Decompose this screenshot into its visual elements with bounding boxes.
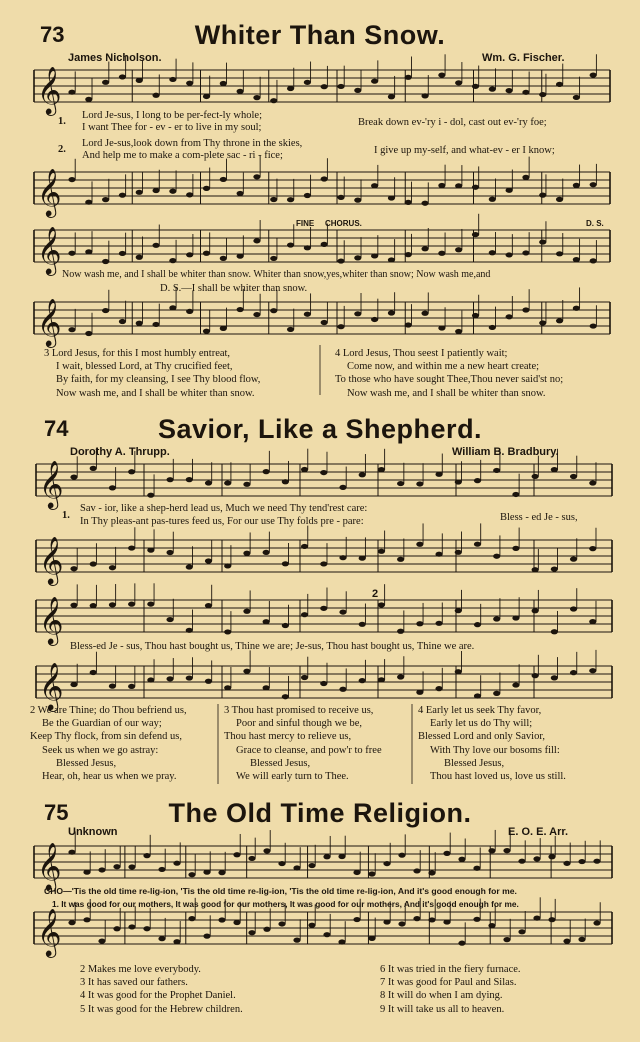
music-staff xyxy=(36,583,612,646)
music-staff xyxy=(36,523,612,586)
hymn-composer: William B. Bradbury. xyxy=(452,446,559,458)
stanza-4: 4 Early let us seek Thy favor, Early let us do Thy will; Blessed Lord and only Savior, With Thy love our bosoms fill: Blessed Jesus, Thou hast loved us, love us still. xyxy=(418,705,566,782)
svg-text:𝄞: 𝄞 xyxy=(37,297,62,346)
music-staff xyxy=(34,830,612,892)
refrain-lyric: Bless-ed Je - sus, Thou hast bought us, Thine we are; Je-sus, Thou hast bought us, Thine we are. xyxy=(70,641,475,652)
svg-text:𝄞: 𝄞 xyxy=(37,65,62,114)
lyric-line: In Thy pleas-ant pas-tures feed us, For our use Thy folds pre - pare: xyxy=(80,516,364,527)
verse-label: 1. xyxy=(58,116,66,127)
hymn-title: The Old Time Religion. xyxy=(168,798,472,828)
lyric-line: And help me to make a com-plete sac - ri - fice; xyxy=(82,150,283,161)
stanza-3: 3 Thou hast promised to receive us, Poor and sinful though we be, Thou hast mercy to relieve us, Grace to cleanse, and pow'r to free Blessed Jesus, We will early turn to Thee. xyxy=(224,705,382,782)
lyric-line: Sav - ior, like a shep-herd lead us, Much we need Thy tend'rest care: xyxy=(80,503,368,514)
svg-text:𝄞: 𝄞 xyxy=(37,841,62,890)
stanzas-right: 6 It was tried in the fiery furnace. 7 It was good for Paul and Silas. 8 It will do when I am dying. 9 It will take us all to heaven. xyxy=(380,964,521,1015)
verse-label: 2. xyxy=(58,144,66,155)
svg-text:𝄞: 𝄞 xyxy=(39,661,64,710)
chorus-label: CHORUS. xyxy=(325,219,362,228)
hymn-composer: E. O. E. Arr. xyxy=(508,826,569,838)
hymn-author: Dorothy A. Thrupp. xyxy=(70,446,170,458)
music-staff xyxy=(36,650,612,712)
ending-mark: 2 xyxy=(372,588,379,600)
music-staff xyxy=(34,156,610,218)
stanza-4: 4 Lord Jesus, Thou seest I patiently wait; Come now, and within me a new heart create; To those who have sought Thee,Thou never said'st no; Now wash me, and I shall be whiter than snow. xyxy=(335,348,564,399)
lyric-line: Lord Je-sus,look down from Thy throne in the skies, xyxy=(82,138,303,149)
lyric-line: Lord Je-sus, I long to be per-fect-ly whole; xyxy=(82,110,262,121)
lyric-line: I give up my-self, and what-ev - er I know; xyxy=(374,145,555,156)
hymn-title: Whiter Than Snow. xyxy=(194,20,446,50)
lyric-line: I want Thee for - ev - er to live in my soul; xyxy=(82,122,262,133)
stanzas-left: 2 Makes me love everybody. 3 It has saved our fathers. 4 It was good for the Prophet Daniel. 5 It was good for the Hebrew children. xyxy=(80,964,243,1015)
music-staff xyxy=(34,214,610,276)
hymn-composer: Wm. G. Fischer. xyxy=(482,52,565,64)
ds-lyric: D. S.—I shall be whiter than snow. xyxy=(160,283,308,294)
ds-mark: D. S. xyxy=(586,219,604,228)
stanza-2: 2 We are Thine; do Thou befriend us, Be the Guardian of our way; Keep Thy flock, from sin defend us, Seek us when we go astray: Blessed Jesus, Hear, oh, hear us when we pray. xyxy=(30,705,187,782)
svg-text:𝄞: 𝄞 xyxy=(37,225,62,274)
hymn-title: Savior, Like a Shepherd. xyxy=(157,414,483,444)
music-staff xyxy=(34,287,610,348)
svg-text:𝄞: 𝄞 xyxy=(39,535,64,584)
verse-label: 1. xyxy=(62,510,70,521)
svg-text:𝄞: 𝄞 xyxy=(37,167,62,216)
hymn-number: 73 xyxy=(40,22,65,47)
stanza-3: 3 Lord Jesus, for this I most humbly entreat, I wait, blessed Lord, at Thy crucified feet, By faith, for my cleansing, I see Thy blood flow, Now wash me, and I shall be whiter than snow. xyxy=(44,348,261,399)
fine-mark: FINE xyxy=(296,219,315,228)
hymn-number: 74 xyxy=(44,416,69,441)
hymn-author: Unknown xyxy=(68,826,118,838)
svg-text:𝄞: 𝄞 xyxy=(39,595,64,644)
verse-lyric: 1. It was good for our mothers, It was good for our mothers, It was good for our mothers, And it's good enough for me. xyxy=(52,899,519,909)
chorus-lyric: Now wash me, and I shall be whiter than snow. Whiter than snow,yes,whiter than snow; Now wash me,and xyxy=(62,269,491,280)
chorus-lyric: CHO—'Tis the old time re-lig-ion, 'Tis the old time re-lig-ion, 'Tis the old time re-lig-ion, And it's good enough for me. xyxy=(44,886,517,896)
hymn-author: James Nicholson. xyxy=(68,52,162,64)
svg-text:𝄞: 𝄞 xyxy=(39,459,64,508)
lyric-line: Bless - ed Je - sus, xyxy=(500,512,578,523)
lyric-line: Break down ev-'ry i - dol, cast out ev-'ry foe; xyxy=(358,117,547,128)
svg-text:𝄞: 𝄞 xyxy=(37,907,62,956)
hymn-number: 75 xyxy=(44,800,69,825)
